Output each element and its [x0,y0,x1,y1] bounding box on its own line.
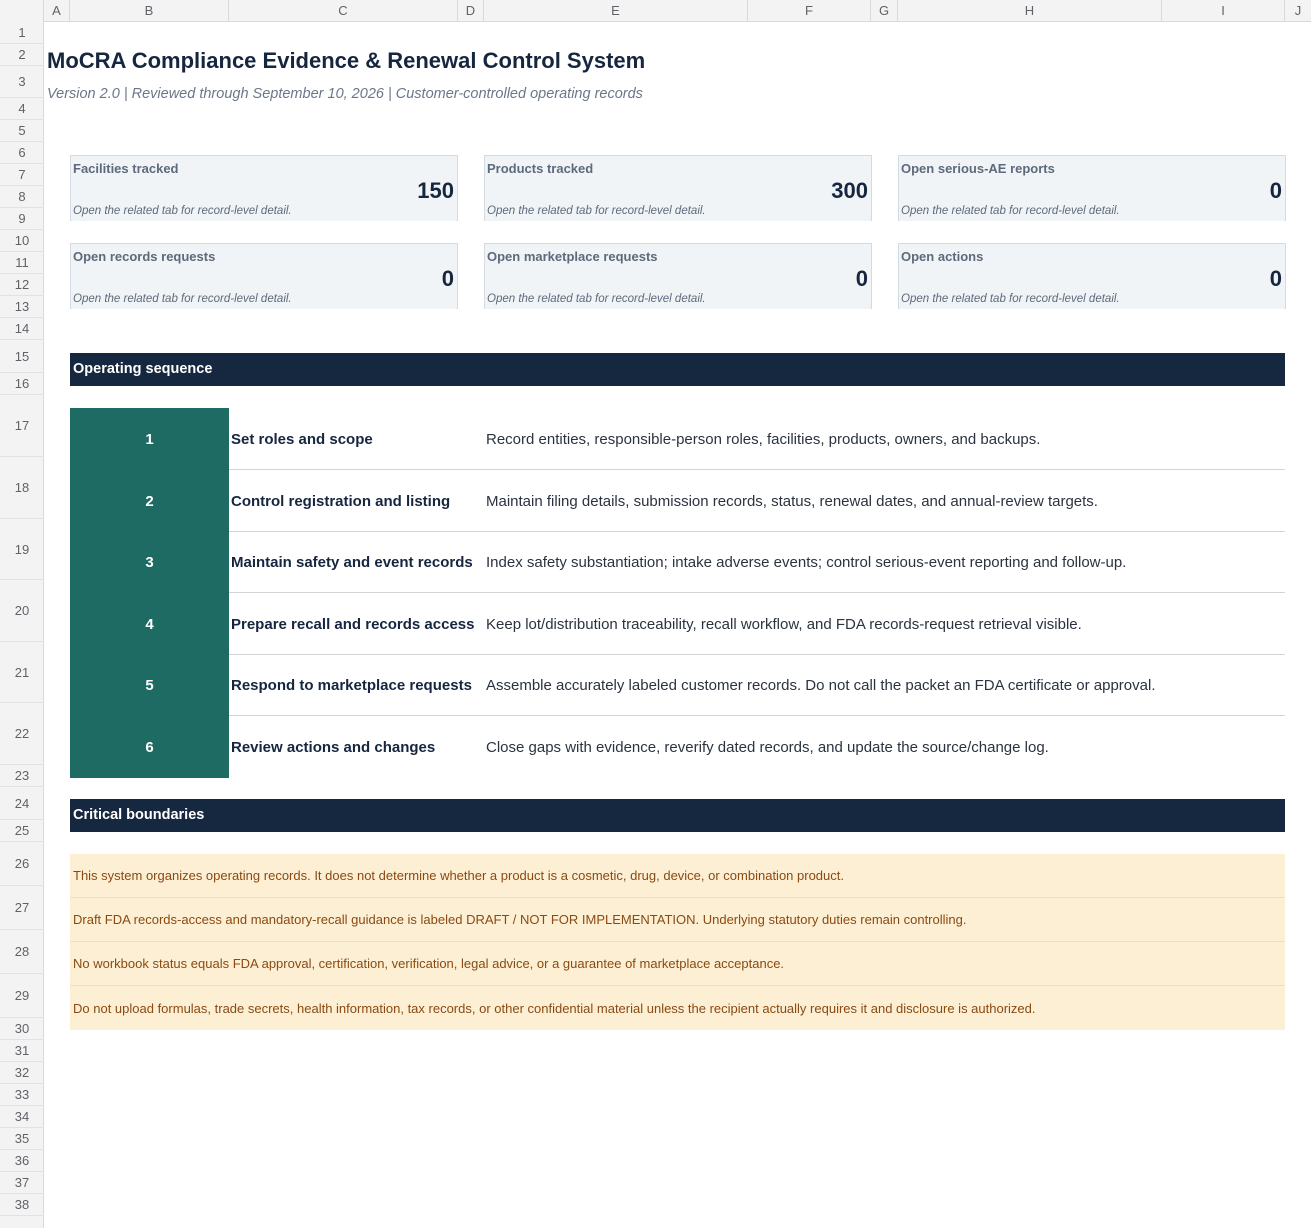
page-subtitle: Version 2.0 | Reviewed through September 10, 2026 | Customer-controlled operating records [47,86,643,102]
kpi-open-actions[interactable] [898,243,1286,309]
row-header-25[interactable]: 25 [0,820,44,842]
row-header-7[interactable]: 7 [0,164,44,186]
step-title: Respond to marketplace requests [231,676,472,694]
step-description: Close gaps with evidence, reverify dated records, and update the source/change log. [486,738,1049,756]
row-header-31[interactable]: 31 [0,1040,44,1062]
boundary-note[interactable]: No workbook status equals FDA approval, certification, verification, legal advice, or a guarantee of marketplace acceptance. [70,942,1285,986]
kpi-label: Facilities tracked [73,161,179,176]
boundary-note[interactable]: This system organizes operating records. It does not determine whether a product is a cosmetic, drug, device, or combination product. [70,854,1285,898]
row-header-14[interactable]: 14 [0,318,44,340]
row-header-6[interactable]: 6 [0,142,44,164]
step-description: Record entities, responsible-person roles, facilities, products, owners, and backups. [486,430,1041,448]
row-header-28[interactable]: 28 [0,930,44,974]
column-header-f[interactable]: F [748,0,871,22]
row-header-24[interactable]: 24 [0,787,44,820]
kpi-note: Open the related tab for record-level detail. [487,205,706,217]
operating-sequence-heading[interactable]: Operating sequence [70,353,1285,386]
step-title: Set roles and scope [231,430,373,448]
row-header-4[interactable]: 4 [0,98,44,120]
step-description: Index safety substantiation; intake adverse events; control serious-event reporting and follow-up. [486,553,1127,571]
step-description: Assemble accurately labeled customer records. Do not call the packet an FDA certificate or approval. [486,676,1156,694]
kpi-note: Open the related tab for record-level detail. [487,293,706,305]
row-header-36[interactable]: 36 [0,1150,44,1172]
column-header-j[interactable]: J [1294,3,1302,18]
column-header-a[interactable]: A [44,0,70,22]
kpi-open-records-requests[interactable] [70,243,458,309]
kpi-value: 0 [855,266,868,291]
row-header-17[interactable]: 17 [0,395,44,457]
row-header-26[interactable]: 26 [0,842,44,886]
kpi-value: 0 [1269,178,1282,203]
step-number: 2 [70,470,229,532]
column-header-d[interactable]: D [458,0,484,22]
row-header-5[interactable]: 5 [0,120,44,142]
row-header-32[interactable]: 32 [0,1062,44,1084]
kpi-label: Open actions [901,249,984,264]
kpi-note: Open the related tab for record-level detail. [901,293,1120,305]
step-title: Review actions and changes [231,738,436,756]
kpi-label: Products tracked [487,161,594,176]
sequence-step[interactable] [70,408,1285,470]
step-title: Maintain safety and event records [231,553,473,571]
row-header-33[interactable]: 33 [0,1084,44,1106]
row-header-23[interactable]: 23 [0,765,44,787]
row-header-8[interactable]: 8 [0,186,44,208]
kpi-label: Open records requests [73,249,216,264]
row-header-12[interactable]: 12 [0,274,44,296]
column-header-c[interactable]: C [229,0,458,22]
step-number: 1 [70,408,229,470]
row-header-29[interactable]: 29 [0,974,44,1018]
row-header-3[interactable]: 3 [0,66,44,98]
column-header-i[interactable]: I [1162,0,1285,22]
page-title: MoCRA Compliance Evidence & Renewal Control System [47,48,646,73]
row-header-27[interactable]: 27 [0,886,44,930]
step-title: Control registration and listing [231,492,451,510]
row-header-38[interactable]: 38 [0,1194,44,1216]
row-header-20[interactable]: 20 [0,580,44,642]
sequence-step[interactable] [70,654,1285,716]
sequence-step[interactable] [70,470,1285,532]
step-number: 6 [70,716,229,778]
row-header-column [0,22,44,1228]
kpi-value: 300 [831,178,868,203]
row-header-22[interactable]: 22 [0,703,44,765]
row-header-21[interactable]: 21 [0,642,44,703]
kpi-facilities-tracked[interactable] [70,155,458,221]
column-header-bar [0,0,1311,22]
row-header-16[interactable]: 16 [0,373,44,395]
kpi-note: Open the related tab for record-level detail. [901,205,1120,217]
row-header-37[interactable]: 37 [0,1172,44,1194]
kpi-label: Open serious-AE reports [901,161,1055,176]
boundary-note[interactable]: Draft FDA records-access and mandatory-recall guidance is labeled DRAFT / NOT FOR IMPLEMENTATION. Underlying statutory duties remain controlling. [70,898,1285,942]
kpi-open-serious-ae-reports[interactable] [898,155,1286,221]
row-header-13[interactable]: 13 [0,296,44,318]
row-header-9[interactable]: 9 [0,208,44,230]
row-header-15[interactable]: 15 [0,340,44,373]
row-header-18[interactable]: 18 [0,457,44,519]
step-number: 4 [70,593,229,655]
row-header-2[interactable]: 2 [0,44,44,66]
kpi-value: 150 [417,178,454,203]
column-header-g[interactable]: G [871,0,898,22]
sequence-step[interactable] [70,531,1285,593]
column-header-h[interactable]: H [898,0,1162,22]
kpi-value: 0 [441,266,454,291]
kpi-note: Open the related tab for record-level detail. [73,293,292,305]
kpi-open-marketplace-requests[interactable] [484,243,872,309]
step-number: 5 [70,654,229,716]
step-description: Keep lot/distribution traceability, recall workflow, and FDA records-request retrieval visible. [486,615,1082,633]
sequence-step[interactable] [70,716,1285,778]
row-header-34[interactable]: 34 [0,1106,44,1128]
step-description: Maintain filing details, submission records, status, renewal dates, and annual-review targets. [486,492,1098,510]
row-header-19[interactable]: 19 [0,519,44,580]
step-number: 3 [70,531,229,593]
kpi-note: Open the related tab for record-level detail. [73,205,292,217]
row-header-35[interactable]: 35 [0,1128,44,1150]
kpi-value: 0 [1269,266,1282,291]
row-header-30[interactable]: 30 [0,1018,44,1040]
column-header-b[interactable]: B [70,0,229,22]
row-header-1[interactable]: 1 [0,22,44,44]
kpi-products-tracked[interactable] [484,155,872,221]
kpi-label: Open marketplace requests [487,249,658,264]
row-header-10[interactable]: 10 [0,230,44,252]
boundary-note[interactable]: Do not upload formulas, trade secrets, health information, tax records, or other confidential material unless the recipient actually requires it and disclosure is authorized. [70,986,1285,1030]
sequence-step[interactable] [70,593,1285,655]
critical-boundaries-heading[interactable]: Critical boundaries [70,799,1285,832]
row-header-11[interactable]: 11 [0,252,44,274]
step-title: Prepare recall and records access [231,615,475,633]
select-all-corner[interactable] [0,0,44,22]
column-header-e[interactable]: E [484,0,748,22]
